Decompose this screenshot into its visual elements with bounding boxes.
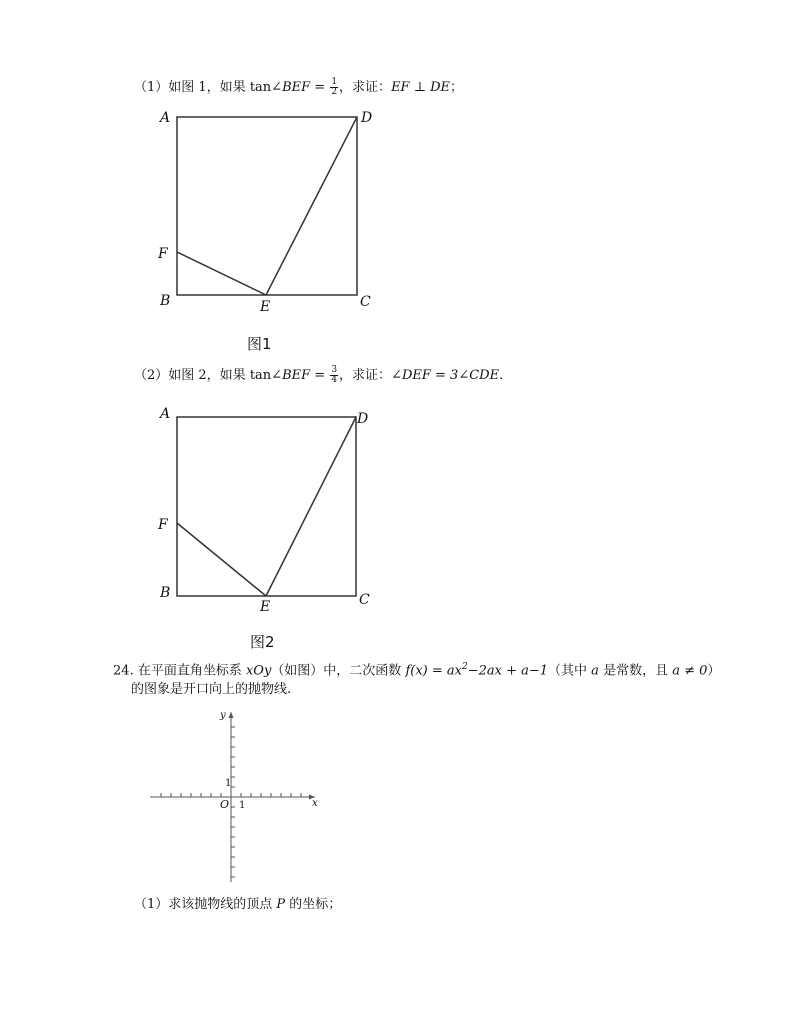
fig1-label-b: B (160, 293, 171, 309)
q24-line-2: 的图象是开口向上的抛物线. (131, 682, 292, 697)
fig2-label-a: A (160, 406, 171, 422)
fig2-label-f: F (158, 517, 168, 533)
fig2-label-c: C (359, 592, 370, 608)
figure-2-caption: 图2 (250, 633, 275, 651)
x-unit-label: 1 (239, 800, 246, 811)
y-unit-label: 1 (225, 778, 232, 789)
y-axis-arrow (229, 712, 234, 718)
fig2-label-e: E (260, 599, 271, 615)
fraction-three-quarters: $\frac{3}{4}$ (331, 365, 338, 385)
fig1-square-abcd (177, 117, 357, 295)
fig2-segment-fe (177, 523, 266, 596)
q24-line-1: 24. 在平面直角坐标系 xOy（如图）中，二次函数 $f(x) = ax^2-2ax + a-1$（其中 a 是常数，且 a ≠ 0） (113, 662, 721, 679)
q24-part1-text: （1）求该抛物线的顶点 P 的坐标； (134, 897, 342, 912)
fig1-label-a: A (160, 110, 171, 126)
figure-1-caption: 图1 (247, 335, 272, 353)
origin-label: O (220, 798, 230, 811)
y-axis-label: y (220, 710, 226, 721)
fig2-segment-ed (266, 417, 356, 596)
fig1-label-d: D (361, 110, 373, 126)
fig1-segment-fe (177, 252, 266, 295)
fig1-label-c: C (360, 294, 371, 310)
q23-part1-text: （1）如图 1，如果 tan∠BEF = $\frac{1}{2}$ ，求证：EF ⊥ DE； (134, 77, 463, 97)
fig1-segment-ed (266, 117, 357, 295)
fig2-square-abcd (177, 417, 356, 596)
fig2-label-d: D (357, 411, 369, 427)
fig2-label-b: B (160, 585, 171, 601)
fig1-label-e: E (260, 299, 271, 315)
fraction-one-half: $\frac{1}{2}$ (331, 77, 338, 97)
x-axis-label: x (312, 798, 318, 809)
q23-part2-text: （2）如图 2，如果 tan∠BEF = $\frac{3}{4}$ ，求证：∠DEF = 3∠CDE. (134, 365, 504, 385)
fig1-label-f: F (158, 246, 168, 262)
